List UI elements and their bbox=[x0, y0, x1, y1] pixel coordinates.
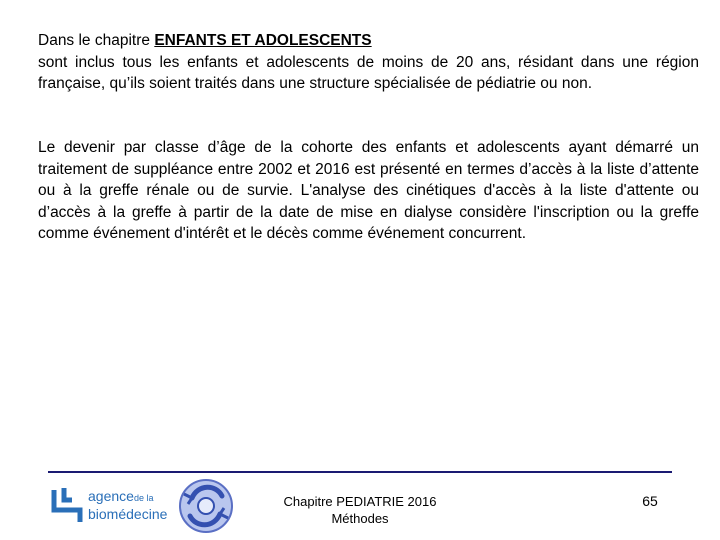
footer-chapter: Chapitre PEDIATRIE 2016 bbox=[283, 494, 437, 509]
logo-wordmark bbox=[88, 488, 167, 522]
intro-text: sont inclus tous les enfants et adolescents de moins de 20 ans, résidant dans une région française, qu’ils soient traités dans une structure spécialisée de pédiatrie ou non. bbox=[38, 53, 699, 92]
logo-line1-small: de la bbox=[133, 493, 154, 503]
registry-circle-logo-icon bbox=[176, 476, 236, 536]
page-number: 65 bbox=[642, 493, 658, 509]
logo-line2: biomédecine bbox=[88, 506, 168, 522]
agence-biomedecine-logo-icon bbox=[50, 484, 86, 524]
intro-paragraph bbox=[38, 30, 699, 95]
method-paragraph: Le devenir par classe d’âge de la cohorte des enfants et adolescents ayant démarré un traitement de suppléance entre 2002 et 2016 est présenté en termes d’accès à la liste d’attente ou à la greffe rénale ou de survie. L'analyse des cinétiques d'accès à la liste d'attente ou d’accès à la greffe à partir de la date de mise en dialyse considère l'inscription ou la greffe comme événement d'intérêt et le décès comme événement concurrent. bbox=[38, 139, 699, 242]
agence-biomedecine-logo bbox=[50, 484, 175, 528]
chapter-heading: ENFANTS ET ADOLESCENTS bbox=[154, 32, 372, 49]
footer-chapter-info bbox=[255, 493, 465, 527]
footer-section: Méthodes bbox=[331, 511, 389, 526]
logo-line1: agence bbox=[88, 488, 134, 504]
intro-prefix: Dans le chapitre bbox=[38, 32, 155, 49]
footer-divider bbox=[48, 471, 672, 473]
